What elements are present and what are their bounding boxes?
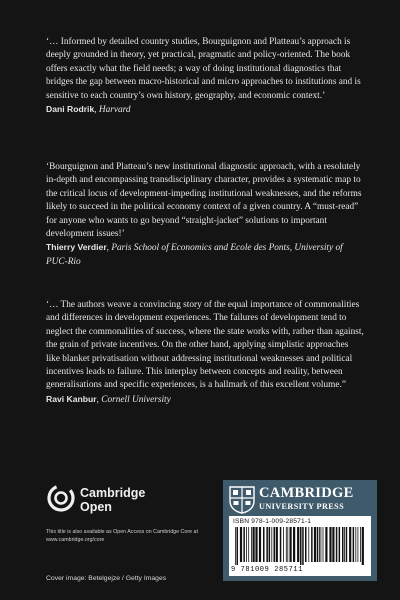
publisher-block xyxy=(223,480,377,581)
barcode-bar xyxy=(276,527,278,562)
endorser-name: Thierry Verdier xyxy=(46,242,107,253)
wordmark-line-1: Cambridge xyxy=(80,486,146,500)
barcode-bar xyxy=(290,527,292,562)
quote-attribution: Dani Rodrik, Harvard xyxy=(46,104,131,116)
barcode-panel xyxy=(229,516,371,576)
barcode-bar xyxy=(286,527,287,562)
cambridge-open-wordmark xyxy=(80,486,145,514)
barcode-bar xyxy=(251,527,252,562)
barcode-bar xyxy=(358,527,359,562)
barcode-bar xyxy=(311,527,313,562)
barcode-bar xyxy=(237,527,239,565)
barcode-bar xyxy=(243,527,245,562)
endorsement-quote-2 xyxy=(46,161,364,269)
barcode-bar xyxy=(287,527,288,562)
wordmark-line-2: Open xyxy=(80,500,112,514)
barcode-bar xyxy=(235,527,236,565)
barcode-bar xyxy=(325,527,327,562)
barcode-bar xyxy=(349,527,351,562)
barcode xyxy=(235,527,365,565)
endorser-name: Ravi Kanbur xyxy=(46,393,97,404)
cover-image-credit: Cover image: Betelgejze / Getty Images xyxy=(46,575,167,582)
cambridge-open-logo xyxy=(46,483,206,523)
publisher-name-line-2: UNIVERSITY PRESS xyxy=(259,502,345,511)
cambridge-shield-icon xyxy=(229,486,255,514)
barcode-bar xyxy=(280,527,282,562)
barcode-bar xyxy=(263,527,265,562)
barcode-bar xyxy=(255,527,257,562)
barcode-bar xyxy=(246,527,247,562)
barcode-bar xyxy=(297,527,299,562)
quote-text: ‘Bourguignon and Platteau’s new institutional diagnostic approach, with a resolutely in-depth and encompassing transdisciplinary character, provides a systematic map to the critical locus of development-impeding institutional weaknesses, and the reforms likely to succeed in the political economy context of a given country. A “must-read” for anyone who wants to go beyond “straight-jacket” solutions to important development issues!’ xyxy=(46,162,362,240)
barcode-bar xyxy=(323,527,324,562)
barcode-bar xyxy=(305,527,307,562)
endorser-name: Dani Rodrik xyxy=(46,104,95,115)
barcode-bar xyxy=(266,527,268,562)
barcode-bar xyxy=(317,527,319,562)
barcode-bar xyxy=(321,527,322,562)
barcode-bar xyxy=(344,527,345,562)
barcode-bar xyxy=(300,527,302,565)
endorsement-quote-1 xyxy=(46,36,364,117)
isbn-text: ISBN 978-1-009-28571-1 xyxy=(233,518,312,525)
publisher-name-line-1: CAMBRIDGE xyxy=(259,485,354,501)
barcode-bar xyxy=(362,527,364,565)
barcode-bar xyxy=(342,527,344,562)
barcode-bar xyxy=(302,527,304,565)
barcode-bar xyxy=(353,527,355,562)
endorser-affiliation: Cornell University xyxy=(101,394,171,405)
barcode-bar xyxy=(336,527,338,562)
endorser-affiliation: Harvard xyxy=(98,105,131,116)
quote-text: ‘… Informed by detailed country studies, Bourguignon and Platteau’s approach is deeply grounded in theory, yet practical, pragmatic and policy-oriented. The book offers exactly what the field needs; a way of doing institutional diagnostics that bridges the gap between macro-historical and micro approaches to institutions and is sensitive to each country’s own history, geography, and economic context.’ xyxy=(46,37,361,101)
barcode-bar xyxy=(274,527,276,562)
barcode-bar xyxy=(259,527,261,562)
barcode-bar xyxy=(346,527,348,562)
barcode-bar xyxy=(248,527,249,562)
barcode-bar xyxy=(329,527,331,562)
endorser-affiliation: Paris School of Economics and Ecole des Ponts, University of PUC-Rio xyxy=(46,243,343,267)
barcode-bar xyxy=(283,527,284,562)
barcode-bar xyxy=(269,527,271,562)
barcode-digits: 9 781009 285711 xyxy=(231,566,304,574)
barcode-bar xyxy=(332,527,334,562)
endorsement-quote-3 xyxy=(46,299,364,407)
cambridge-open-icon xyxy=(46,483,76,513)
barcode-bar xyxy=(308,527,309,562)
quote-text: ‘… The authors weave a convincing story of the equal importance of commonalities and differences in development experiences. The failures of development tend to neglect the commonalities of success, where the state works with, rather than against, the grain of private incentives. On the other hand, applying simplistic approaches like blanket privatisation without addressing institutional weaknesses and political incentives leads to failure. This interplay between concepts and reality, between generalisations and specific experiences, is a hallmark of this excellent volume.” xyxy=(46,300,364,391)
publisher-wordmark xyxy=(259,486,374,512)
open-access-note: This title is also available as Open Access on Cambridge Core at www.cambridge.org/core xyxy=(46,529,198,543)
barcode-bar xyxy=(253,527,255,562)
barcode-bar xyxy=(271,527,272,562)
barcode-bar xyxy=(360,527,361,562)
barcode-bar xyxy=(355,527,356,562)
barcode-bar xyxy=(319,527,320,562)
barcode-bar xyxy=(240,527,242,562)
barcode-bar xyxy=(339,527,341,562)
barcode-bar xyxy=(314,527,316,562)
quote-attribution: Ravi Kanbur, Cornell University xyxy=(46,393,171,405)
barcode-bar xyxy=(293,527,295,562)
quote-attribution: Thierry Verdier, Paris School of Economics and Ecole des Ponts, University of PUC-Rio xyxy=(46,242,343,267)
